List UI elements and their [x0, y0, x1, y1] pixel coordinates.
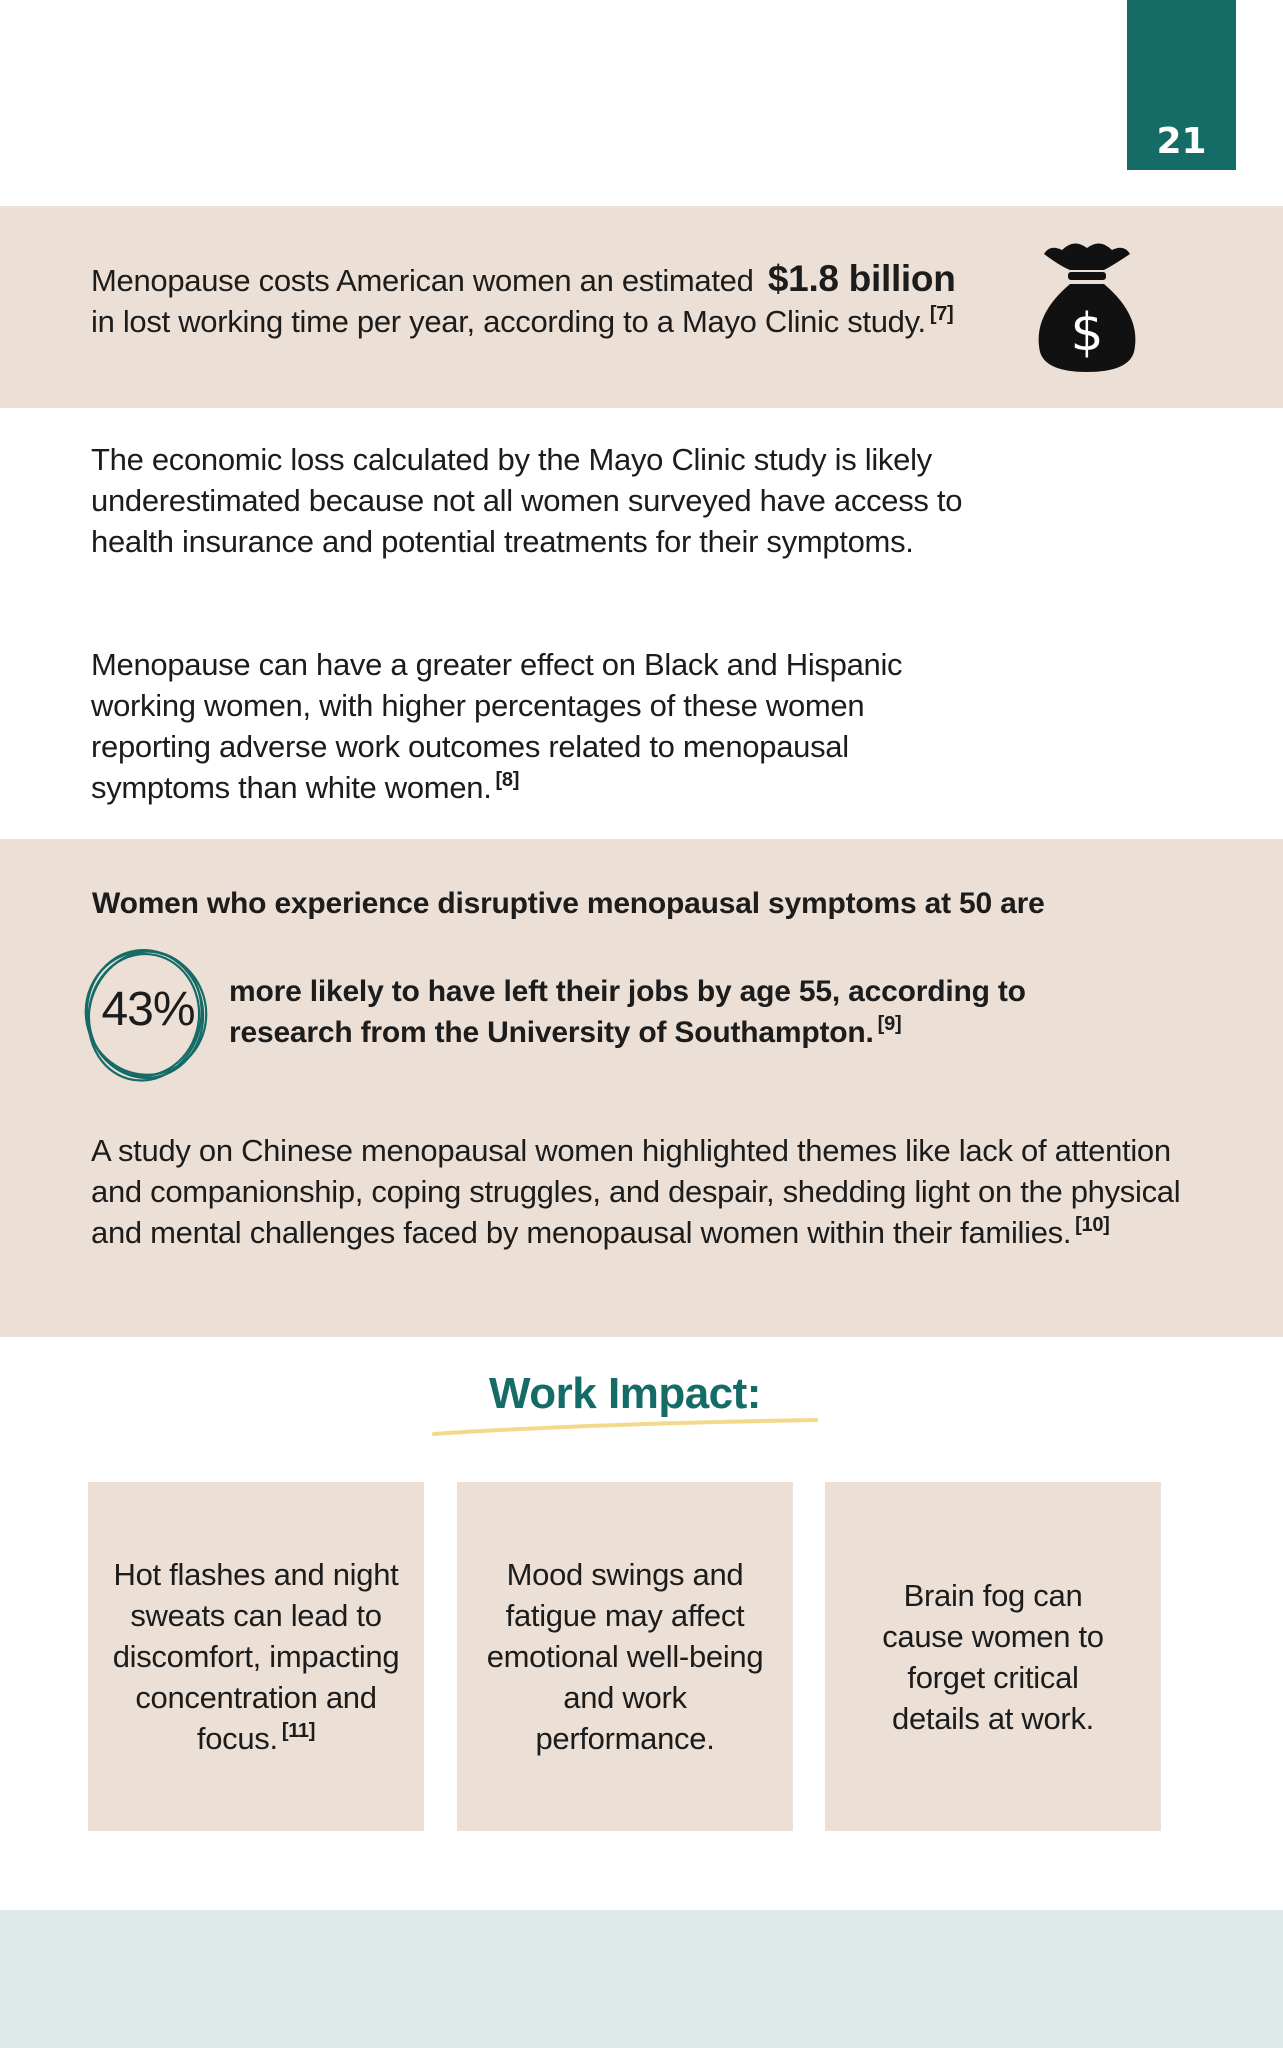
stat-banner-text-before: Menopause costs American women an estimated — [91, 263, 754, 298]
card-text — [111, 1554, 401, 1759]
citation-7: [7] — [929, 303, 954, 325]
title-underline — [430, 1414, 820, 1438]
card-text: Mood swings and fatigue may affect emotional well-being and work performance. — [486, 1557, 764, 1756]
money-bag-icon — [1032, 236, 1142, 376]
card-text-body: Hot flashes and night sweats can lead to discomfort, impacting concentration and focus. — [112, 1557, 400, 1756]
work-impact-card-mood-swings — [457, 1482, 793, 1831]
stat-banner-highlight: $1.8 billion — [767, 258, 956, 299]
paragraph-economic-loss: The economic loss calculated by the Mayo Clinic study is likely underestimated because not all women surveyed have access to health insurance and potential treatments for their symptoms. — [91, 442, 963, 559]
stat-description-text: more likely to have left their jobs by age 55, according to research from the University of Southampton. — [229, 975, 1026, 1049]
stat-percent: 43% — [101, 983, 195, 1036]
paragraph-chinese-study-text: A study on Chinese menopausal women highlighted themes like lack of attention and companionship, coping struggles, and despair, shedding light on the physical and mental challenges faced by menopausal women within their families. — [91, 1133, 1181, 1250]
stat-description — [229, 971, 1129, 1053]
citation-10: [10] — [1075, 1214, 1110, 1236]
work-impact-card-brain-fog — [825, 1482, 1161, 1831]
work-impact-title: Work Impact: — [489, 1369, 761, 1418]
footer-band — [0, 1910, 1283, 2048]
citation-8: [8] — [495, 769, 520, 791]
stat-banner-text — [91, 258, 1031, 342]
stat-banner-text-after: in lost working time per year, according to a Mayo Clinic study. — [91, 304, 926, 339]
card-text: Brain fog can cause women to forget critical details at work. — [882, 1577, 1104, 1736]
citation-11: [11] — [281, 1720, 316, 1742]
paragraph-chinese-study — [91, 1130, 1201, 1253]
citation-9: [9] — [877, 1013, 902, 1035]
page-number-tab — [1127, 0, 1236, 170]
stat-lead-text: Women who experience disruptive menopausal symptoms at 50 are — [92, 887, 1045, 920]
money-bag-dollar: $ — [1070, 303, 1104, 363]
page-number: 21 — [1156, 121, 1207, 162]
work-impact-card-hot-flashes — [88, 1482, 424, 1831]
paragraph-black-hispanic — [91, 644, 991, 808]
paragraph-black-hispanic-text: Menopause can have a greater effect on Black and Hispanic working women, with higher percentages of these women reporting adverse work outcomes related to menopausal symptoms than white women. — [91, 647, 903, 805]
